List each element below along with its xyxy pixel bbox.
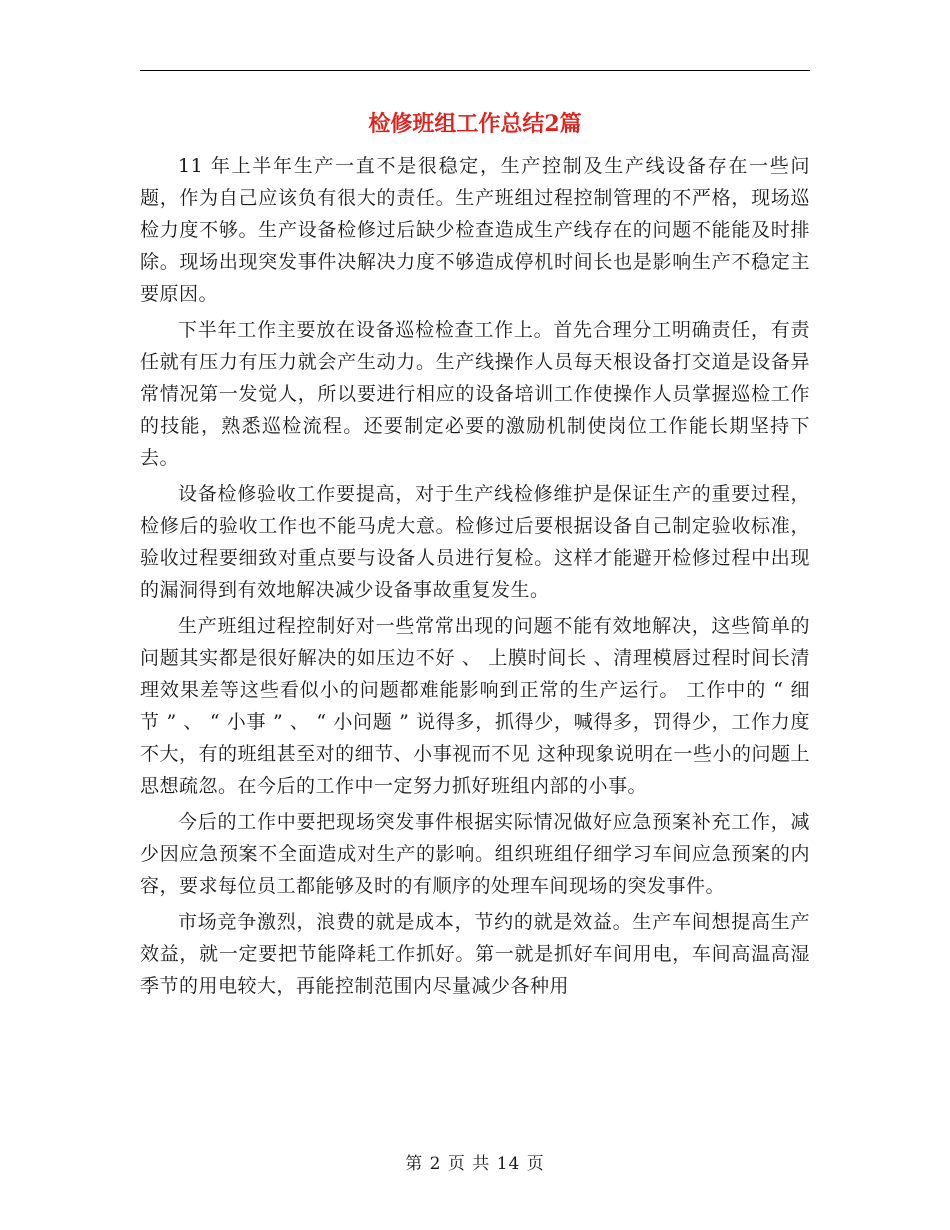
page-number: 第 2 页 共 14 页 <box>405 1154 545 1174</box>
paragraph: 下半年工作主要放在设备巡检检查工作上。首先合理分工明确责任，有责任就有压力有压力就会产生动力。生产线操作人员每天根设备打交道是设备异常情况第一发觉人，所以要进行相应的设备培训工作使操作人员掌握巡检工作的技能，熟悉巡检流程。还要制定必要的激励机制使岗位工作能长期坚持下去。 <box>140 319 810 469</box>
paragraph: 11 年上半年生产一直不是很稳定，生产控制及生产线设备存在一些问题，作为自己应该负有很大的责任。生产班组过程控制管理的不严格，现场巡检力度不够。生产设备检修过后缺少检查造成生产线存在的问题不能能及时排除。现场出现突发事件决解决力度不够造成停机时间长也是影响生产不稳定主要原因。 <box>140 155 810 305</box>
paragraph: 市场竞争激烈，浪费的就是成本，节约的就是效益。生产车间想提高生产效益，就一定要把节能降耗工作抓好。第一就是抓好车间用电，车间高温高湿季节的用电较大，再能控制范围内尽量减少各种用 <box>140 911 810 997</box>
document-body <box>140 150 810 1006</box>
paragraph: 生产班组过程控制好对一些常常出现的问题不能有效地解决，这些简单的问题其实都是很好解决的如压边不好 、 上膜时间长 、清理模唇过程时间长清理效果差等这些看似小的问题都难能影响到正常的生产运行。 工作中的 “ 细节 ” 、 “ 小事 ” 、 “ 小问题 ” 说得多，抓得少，喊得多，罚得少，工作力度不大，有的班组甚至对的细节、小事视而不见 这种现象说明在一些小的问题上思想疏忽。在今后的工作中一定努力抓好班组内部的小事。 <box>140 615 810 797</box>
paragraph: 设备检修验收工作要提高，对于生产线检修维护是保证生产的重要过程，检修后的验收工作也不能马虎大意。检修过后要根据设备自己制定验收标准，验收过程要细致对重点要与设备人员进行复检。这样才能避开检修过程中出现的漏洞得到有效地解决减少设备事故重复发生。 <box>140 483 810 601</box>
document-title: 检修班组工作总结2篇 <box>368 111 582 137</box>
paragraph: 今后的工作中要把现场突发事件根据实际情况做好应急预案补充工作，减少因应急预案不全面造成对生产的影响。组织班组仔细学习车间应急预案的内容，要求每位员工都能够及时的有顺序的处理车间现场的突发事件。 <box>140 811 810 897</box>
header-rule <box>140 70 810 71</box>
